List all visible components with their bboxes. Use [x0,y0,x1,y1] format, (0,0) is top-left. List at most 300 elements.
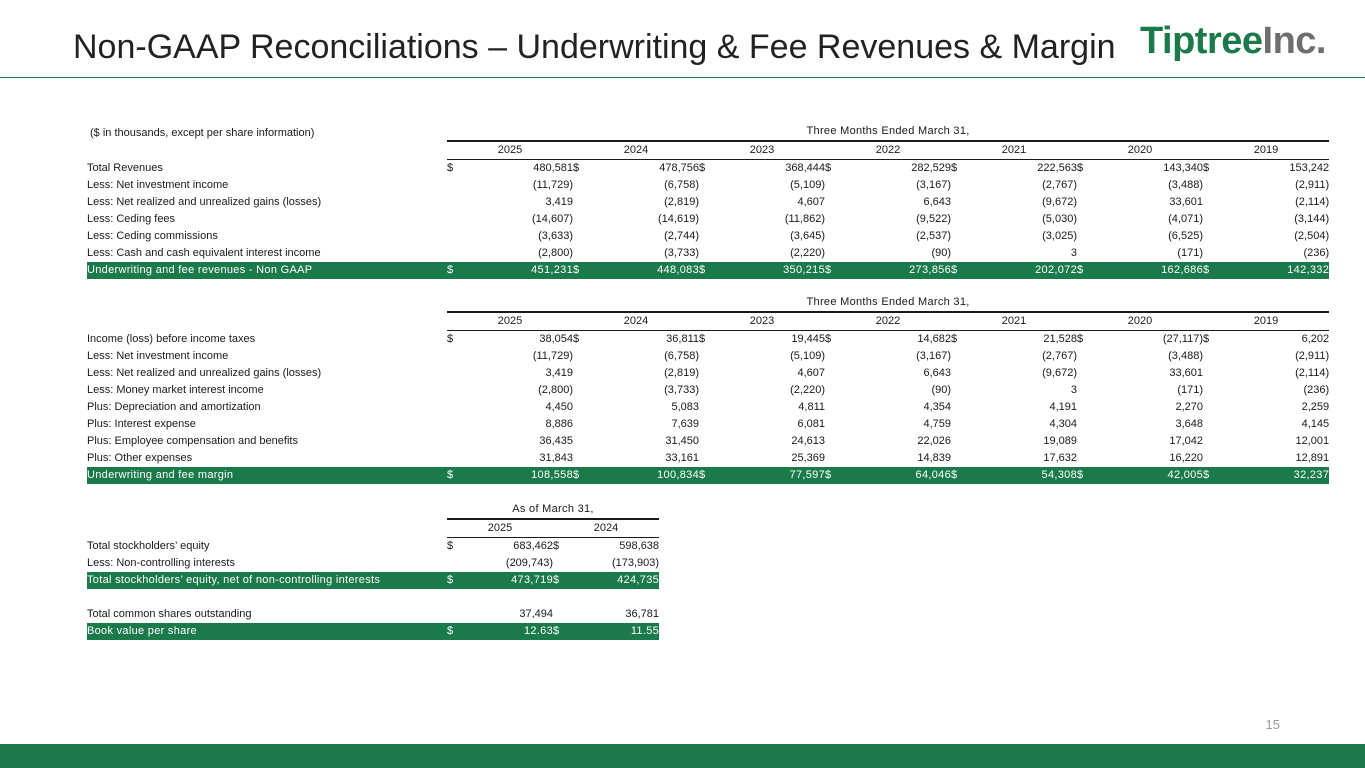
row-label: Less: Ceding commissions [87,230,218,242]
value-cell: (3,488) [1168,350,1203,362]
currency-symbol: $ [951,262,973,279]
value-cell: 11.55 [575,623,659,640]
value-cell: (11,729) [532,179,573,191]
currency-symbol [951,348,973,365]
value-cell: (3,645) [790,230,825,242]
currency-symbol: $ [951,467,973,484]
currency-symbol: $ [1077,262,1099,279]
currency-symbol [825,399,847,416]
value-cell: (3,488) [1168,179,1203,191]
value-cell: 17,632 [1043,452,1077,464]
row-label: Less: Net realized and unrealized gains (losses) [87,196,322,208]
year-header-row [87,141,1329,160]
value-cell: (2,744) [664,230,699,242]
value-cell: 36,811 [666,333,699,345]
table-row [87,450,1329,467]
value-cell: 2,270 [1175,401,1203,413]
table-row [87,245,1329,262]
row-label: Less: Ceding fees [87,213,176,225]
value-cell: 21,528 [1043,333,1077,345]
tiptree-logo [1140,20,1326,63]
value-cell: 33,601 [1169,196,1203,208]
value-cell: 14,682 [917,333,951,345]
row-label: Book value per share [87,623,447,640]
value-cell: (173,903) [611,557,660,569]
currency-symbol [1203,450,1225,467]
currency-symbol [447,555,469,572]
value-cell: 478,756 [659,162,699,174]
value-cell: 683,462 [513,540,553,552]
value-cell: 282,529 [911,162,951,174]
value-cell: 3 [1070,247,1077,259]
value-cell: (2,114) [1295,196,1330,208]
page-number: 15 [1265,717,1280,732]
row-label: Total Revenues [87,161,163,174]
value-cell: (171) [1177,247,1203,259]
spacer-cell [87,589,659,606]
value-cell: 22,026 [917,435,951,447]
currency-symbol: $ [699,333,706,345]
currency-symbol: $ [447,162,454,174]
value-cell: 32,237 [1225,467,1329,484]
footer-bar [0,744,1365,768]
table-underwriting-margin [87,294,1329,484]
value-cell: 451,231 [469,262,573,279]
currency-symbol [447,382,469,399]
currency-symbol: $ [951,333,958,345]
table-book-value [87,501,659,640]
value-cell: 16,220 [1169,452,1203,464]
value-cell: 6,643 [923,367,951,379]
value-cell: (5,109) [790,179,825,191]
row-label: Underwriting and fee margin [87,467,447,484]
currency-symbol: $ [825,162,832,174]
table-row [87,228,1329,245]
row-label: Less: Net investment income [87,179,229,191]
currency-symbol [447,433,469,450]
value-cell: 5,083 [671,401,699,413]
value-cell: 473,719 [469,572,553,589]
currency-symbol [447,606,469,623]
currency-symbol [951,450,973,467]
year-header: 2023 [699,312,825,331]
currency-symbol [699,245,721,262]
currency-symbol: $ [553,623,575,640]
currency-symbol [1077,245,1099,262]
period-header: Three Months Ended March 31, [447,123,1329,141]
currency-symbol [1077,348,1099,365]
year-header: 2022 [825,141,951,160]
currency-symbol [951,365,973,382]
currency-symbol [951,211,973,228]
logo-inc: Inc. [1262,20,1326,62]
currency-symbol [825,228,847,245]
value-cell: 3,419 [545,196,573,208]
value-cell: 4,191 [1049,401,1077,413]
currency-symbol [1077,211,1099,228]
title-divider [0,77,1365,78]
value-cell: (3,733) [664,384,699,396]
value-cell: 4,304 [1049,418,1077,430]
row-label: Plus: Depreciation and amortization [87,401,261,413]
currency-symbol [573,450,595,467]
value-cell: 108,558 [469,467,573,484]
currency-symbol [699,348,721,365]
value-cell: 3 [1070,384,1077,396]
value-cell: 33,601 [1169,367,1203,379]
currency-symbol: $ [1203,162,1210,174]
value-cell: (2,537) [916,230,951,242]
year-header: 2020 [1077,141,1203,160]
currency-symbol [447,416,469,433]
row-label: Less: Net realized and unrealized gains (losses) [87,367,322,379]
year-header: 2025 [447,312,573,331]
currency-symbol [1077,382,1099,399]
value-cell: 4,354 [923,401,951,413]
currency-symbol [573,348,595,365]
value-cell: (2,504) [1294,230,1330,242]
value-cell: (2,819) [664,367,699,379]
value-cell: 7,639 [671,418,699,430]
currency-symbol [1203,211,1225,228]
currency-symbol [573,433,595,450]
currency-symbol: $ [447,572,469,589]
row-label: Less: Non-controlling interests [87,557,235,569]
table-book-value-block [87,501,659,640]
value-cell: 368,444 [785,162,825,174]
currency-symbol [825,245,847,262]
currency-symbol [699,399,721,416]
header-spacer [87,312,447,331]
value-cell: 598,638 [619,540,660,552]
currency-symbol: $ [447,623,469,640]
value-cell: (3,733) [664,247,699,259]
period-header-row [87,501,659,519]
period-header-row [87,294,1329,312]
units-note: ($ in thousands, except per share information) [90,127,315,139]
table-row [87,433,1329,450]
currency-symbol [553,606,575,623]
currency-symbol: $ [573,262,595,279]
currency-symbol [951,228,973,245]
currency-symbol [699,211,721,228]
table-underwriting-margin-block [87,294,1329,484]
currency-symbol [951,416,973,433]
currency-symbol [573,211,595,228]
currency-symbol: $ [553,540,560,552]
currency-symbol [1077,365,1099,382]
table-row [87,382,1329,399]
value-cell: 6,202 [1301,333,1330,345]
value-cell: 19,445 [791,333,825,345]
table-row [87,348,1329,365]
value-cell: (236) [1303,247,1330,259]
currency-symbol [1203,399,1225,416]
value-cell: (9,522) [916,213,951,225]
currency-symbol [447,450,469,467]
currency-symbol [447,194,469,211]
value-cell: (236) [1303,384,1330,396]
value-cell: (27,117) [1162,333,1203,345]
year-header-row [87,519,659,538]
value-cell: (2,767) [1042,179,1077,191]
row-label: Total stockholders’ equity, net of non-controlling interests [87,572,447,589]
year-header: 2025 [447,519,553,538]
currency-symbol [1203,194,1225,211]
row-label: Plus: Interest expense [87,418,196,430]
year-header: 2023 [699,141,825,160]
currency-symbol [699,177,721,194]
value-cell: 273,856 [847,262,951,279]
currency-symbol [951,177,973,194]
value-cell: 33,161 [665,452,699,464]
header-spacer [87,501,447,519]
table-row [87,399,1329,416]
currency-symbol [1203,365,1225,382]
value-cell: 424,735 [575,572,659,589]
currency-symbol [1077,194,1099,211]
currency-symbol: $ [553,572,575,589]
value-cell: 14,839 [917,452,951,464]
value-cell: 448,083 [595,262,699,279]
value-cell: 4,811 [798,401,825,413]
year-header: 2019 [1203,312,1329,331]
currency-symbol [1203,245,1225,262]
spacer-row [87,589,659,606]
value-cell: 4,607 [797,367,825,379]
currency-symbol [1077,228,1099,245]
currency-symbol: $ [1203,333,1210,345]
total-row [87,467,1329,484]
value-cell: 31,843 [539,452,573,464]
value-cell: (3,167) [916,179,951,191]
value-cell: (14,619) [658,213,699,225]
value-cell: 36,435 [539,435,573,447]
value-cell: 4,607 [797,196,825,208]
currency-symbol [825,211,847,228]
value-cell: 77,597 [721,467,825,484]
value-cell: 36,781 [625,608,660,620]
page-title: Non-GAAP Reconciliations – Underwriting & Fee Revenues & Margin [73,28,1116,66]
row-label: Underwriting and fee revenues - Non GAAP [87,262,447,279]
currency-symbol [573,399,595,416]
currency-symbol [1203,416,1225,433]
value-cell: (11,862) [784,213,825,225]
currency-symbol [825,416,847,433]
currency-symbol: $ [573,467,595,484]
currency-symbol: $ [825,467,847,484]
year-header: 2020 [1077,312,1203,331]
currency-symbol [1077,433,1099,450]
value-cell: (3,144) [1294,213,1330,225]
currency-symbol: $ [699,162,706,174]
value-cell: (3,633) [538,230,573,242]
header-spacer [87,294,447,312]
currency-symbol: $ [699,467,721,484]
value-cell: 142,332 [1225,262,1329,279]
value-cell: 6,643 [923,196,951,208]
currency-symbol [447,228,469,245]
currency-symbol [825,365,847,382]
value-cell: (2,819) [664,196,699,208]
row-label: Total stockholders’ equity [87,539,210,552]
currency-symbol [573,416,595,433]
year-header: 2025 [447,141,573,160]
period-header-row [87,123,1329,141]
value-cell: (90) [931,384,951,396]
value-cell: 8,886 [545,418,573,430]
value-cell: 350,215 [721,262,825,279]
table-row [87,211,1329,228]
currency-symbol [573,365,595,382]
currency-symbol [447,365,469,382]
currency-symbol [573,194,595,211]
currency-symbol [951,399,973,416]
table-underwriting-revenues [87,123,1329,279]
year-header: 2024 [573,312,699,331]
currency-symbol: $ [573,333,580,345]
currency-symbol [951,194,973,211]
currency-symbol [951,382,973,399]
value-cell: (4,071) [1168,213,1203,225]
value-cell: (6,758) [664,179,699,191]
currency-symbol [951,433,973,450]
year-header: 2019 [1203,141,1329,160]
header-spacer [87,141,447,160]
value-cell: (2,220) [790,384,825,396]
table-row [87,365,1329,382]
currency-symbol: $ [447,467,469,484]
value-cell: 4,145 [1301,418,1330,430]
currency-symbol [573,382,595,399]
currency-symbol [447,211,469,228]
currency-symbol [1203,348,1225,365]
currency-symbol: $ [1203,467,1225,484]
year-header: 2021 [951,312,1077,331]
header-spacer [87,123,447,141]
currency-symbol [699,416,721,433]
value-cell: (171) [1177,384,1203,396]
table-row [87,416,1329,433]
currency-symbol [825,194,847,211]
currency-symbol [699,365,721,382]
table-row [87,538,659,556]
table-row [87,194,1329,211]
value-cell: 31,450 [665,435,699,447]
currency-symbol: $ [1077,333,1084,345]
value-cell: (6,525) [1168,230,1203,242]
row-label: Income (loss) before income taxes [87,332,256,345]
value-cell: (2,220) [790,247,825,259]
value-cell: 4,450 [545,401,573,413]
currency-symbol [1077,416,1099,433]
currency-symbol [1203,382,1225,399]
currency-symbol [573,177,595,194]
currency-symbol [699,228,721,245]
row-label: Plus: Other expenses [87,452,193,464]
currency-symbol [1203,433,1225,450]
currency-symbol [447,245,469,262]
table-row [87,160,1329,178]
year-header: 2024 [573,141,699,160]
row-label: Less: Money market interest income [87,384,264,396]
value-cell: 4,759 [923,418,951,430]
currency-symbol [825,382,847,399]
currency-symbol [825,348,847,365]
value-cell: 12,891 [1295,452,1330,464]
value-cell: 24,613 [791,435,825,447]
table-underwriting-revenues-block [87,123,1329,279]
year-header: 2024 [553,519,659,538]
value-cell: 3,648 [1175,418,1203,430]
value-cell: (6,758) [664,350,699,362]
currency-symbol [553,555,575,572]
currency-symbol: $ [1077,162,1084,174]
currency-symbol: $ [447,333,454,345]
value-cell: 12.63 [469,623,553,640]
currency-symbol: $ [447,540,454,552]
currency-symbol [699,382,721,399]
currency-symbol [1077,450,1099,467]
value-cell: (90) [931,247,951,259]
currency-symbol: $ [825,262,847,279]
value-cell: (2,911) [1295,179,1330,191]
value-cell: (2,800) [538,384,573,396]
value-cell: 54,308 [973,467,1077,484]
value-cell: 37,494 [519,608,553,620]
value-cell: (11,729) [532,350,573,362]
currency-symbol: $ [951,162,958,174]
value-cell: 64,046 [847,467,951,484]
value-cell: (5,030) [1042,213,1077,225]
currency-symbol [573,245,595,262]
value-cell: 42,005 [1099,467,1203,484]
row-label: Plus: Employee compensation and benefits [87,435,298,447]
value-cell: 17,042 [1169,435,1203,447]
currency-symbol [447,348,469,365]
value-cell: 12,001 [1295,435,1330,447]
value-cell: 162,686 [1099,262,1203,279]
value-cell: (3,025) [1042,230,1077,242]
currency-symbol [1077,177,1099,194]
value-cell: 202,072 [973,262,1077,279]
currency-symbol: $ [573,162,580,174]
row-label: Less: Net investment income [87,350,229,362]
year-header-row [87,312,1329,331]
value-cell: (3,167) [916,350,951,362]
period-header: Three Months Ended March 31, [447,294,1329,312]
value-cell: 222,563 [1037,162,1077,174]
value-cell: (2,767) [1042,350,1077,362]
row-label: Less: Cash and cash equivalent interest income [87,247,321,259]
table-row [87,606,659,623]
value-cell: 19,089 [1043,435,1077,447]
total-row [87,623,659,640]
value-cell: (14,607) [532,213,573,225]
currency-symbol [825,433,847,450]
subtotal-row [87,572,659,589]
currency-symbol [1203,228,1225,245]
value-cell: 25,369 [791,452,825,464]
year-header: 2021 [951,141,1077,160]
currency-symbol [699,194,721,211]
currency-symbol: $ [825,333,832,345]
currency-symbol: $ [1203,262,1225,279]
currency-symbol [825,450,847,467]
currency-symbol: $ [447,262,469,279]
currency-symbol [699,450,721,467]
table-row [87,555,659,572]
